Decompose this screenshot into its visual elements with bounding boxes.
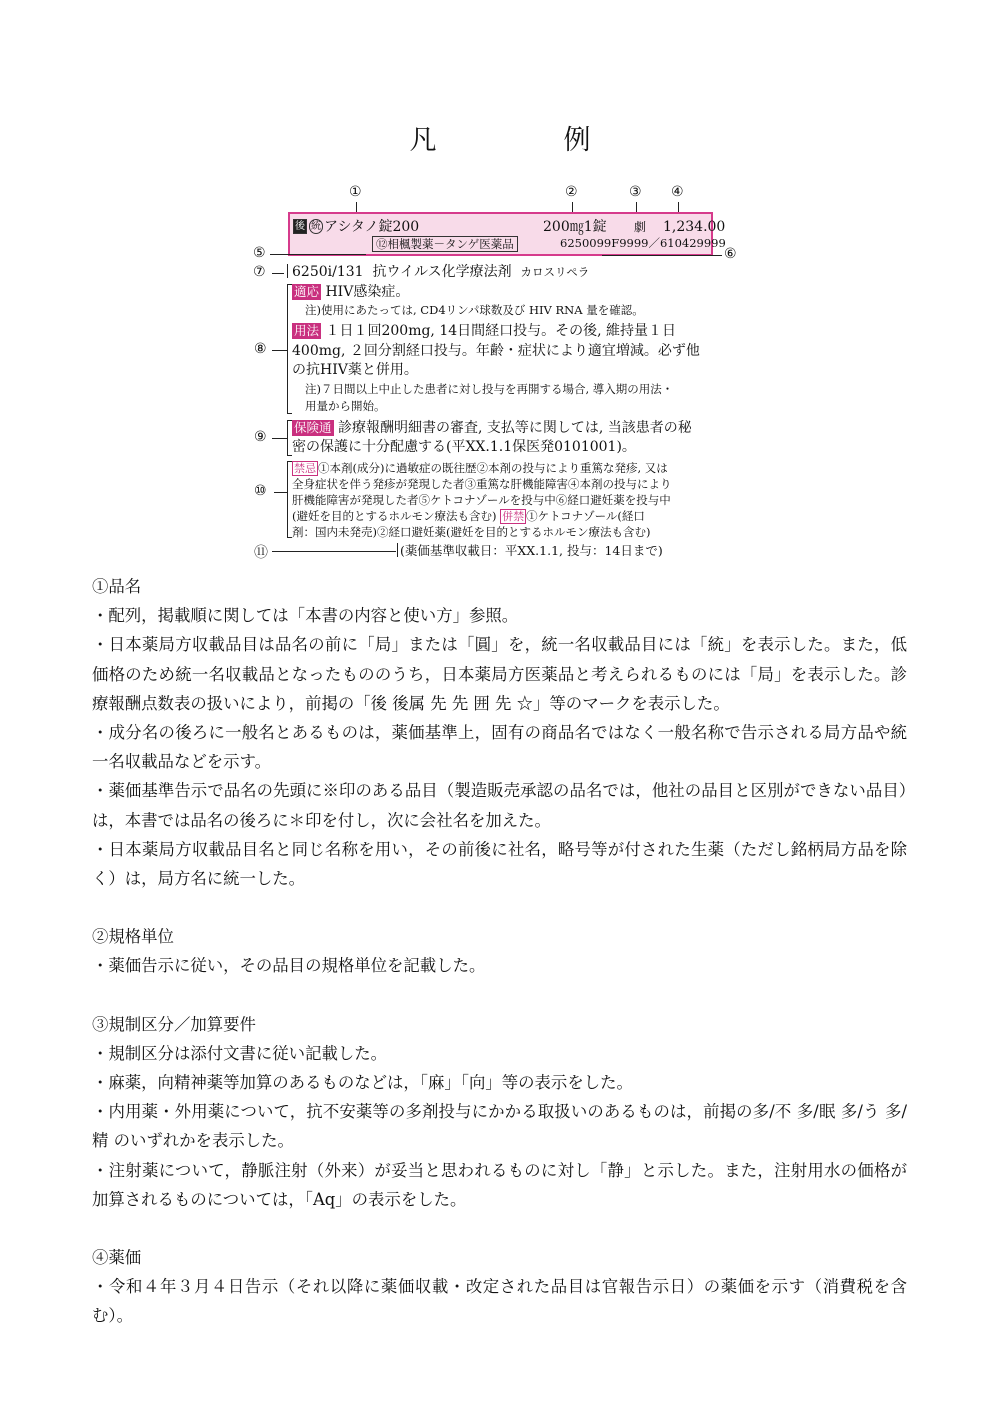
section-3-line-4: ・注射薬について，静脈注射（外来）が妥当と思われるものに対し「静」と示した。また，注射用水の価格が加算されるものについては，「Aq」の表示をした。: [92, 1160, 907, 1209]
section-1-line-1: ・配列，掲載順に関しては「本書の内容と使い方」参照。: [92, 606, 519, 626]
combination-contra-tag: 併禁: [502, 510, 525, 523]
usage-line-1: １日１回200mg, 14日間経口投与。その後, 維持量１日: [325, 323, 677, 339]
usage-line-2: 400mg, ２回分割経口投与。年齢・症状により適宜増減。必ず他: [292, 343, 700, 359]
usage-tag: 用法: [294, 323, 320, 338]
section-3-line-1: ・規制区分は添付文書に従い記載した。: [92, 1043, 388, 1063]
generic-mark-icon: 後: [295, 221, 305, 232]
section-2-heading: ②規格単位: [92, 927, 174, 947]
section-3-line-3: ・内用薬・外用薬について，抗不安薬等の多剤投与にかかる取扱いのあるものは，前掲の多/不 多/眠 多/う 多/精 のいずれかを表示した。: [92, 1102, 907, 1151]
section-3-heading: ③規制区分／加算要件: [92, 1014, 256, 1034]
usage-note-2: 用量から開始。: [305, 399, 386, 413]
usage-line-3: の抗HIV薬と併用。: [292, 362, 418, 378]
section-1-line-2: ・日本薬局方収載品目は品名の前に「局」または「圓」を，統一名収載品目には「統」を表示した。また，低価格のため統一名収載品となったもののうち，日本薬局方医薬品と考えられるものには「局」を表示した。診療報酬点数表の扱いにより，前掲の「後 後属 先 先 囲 先 ☆」等のマークを表示した。: [92, 635, 907, 713]
indication-note: 注)使用にあたっては, CD4リンパ球数及び HIV RNA 量を確認。: [305, 303, 644, 317]
section-2-line-1: ・薬価告示に従い，その品目の規格単位を記載した。: [92, 956, 486, 976]
regulation-class: 劇: [634, 220, 647, 234]
contra-line-3: 肝機能障害が発現した者⑤ケトコナゾールを投与中⑥経口避妊薬を投与中: [292, 493, 671, 507]
product-spec: 200㎎1錠: [543, 219, 607, 235]
usage-note-1: 注)７日間以上中止した患者に対し投与を再開する場合, 導入期の用法・: [305, 382, 674, 396]
classification-row: [292, 263, 589, 282]
section-4-line-1: ・令和４年３月４日告示（それ以降に薬価収載・改定された品目は官報告示日）の薬価を示す（消費税を含む）。: [92, 1277, 907, 1326]
contra-line-4a: (避妊を目的とするホルモン療法も含む): [292, 509, 497, 523]
contra-line-1: ①本剤(成分)に過敏症の既往歴②本剤の投与により重篤な発疹, 又は: [318, 461, 668, 475]
section-1-line-5: ・日本薬局方収載品目名と同じ名称を用い，その前後に社名，略号等が付された生薬（ただし銘柄局方品を除く）は，局方名に統一した。: [92, 839, 907, 889]
section-3-line-2: ・麻薬，向精神薬等加算のあるものなどは，「麻」「向」等の表示をした。: [92, 1073, 633, 1093]
insurance-tag: 保険通: [294, 420, 332, 435]
product-name-row: [292, 218, 419, 237]
insurance-line-2: 密の保護に十分配慮する(平XX.1.1保医発0101001)。: [292, 439, 636, 455]
explanation-body: [92, 572, 907, 1331]
classification-name: 抗ウイルス化学療法剤: [372, 264, 512, 280]
classification-code: 6250i/131: [292, 264, 364, 280]
callout-2: ②: [565, 184, 578, 200]
contra-line-5: 剤：国内未発売)②経口避妊薬(避妊を目的とするホルモン療法も含む): [292, 525, 651, 539]
sample-entry-diagram: [0, 0, 1000, 580]
callout-1: ①: [349, 184, 362, 200]
contra-line-4b: ①ケトコナゾール(経口: [526, 509, 645, 523]
insurance-line-1: 診療報酬明細書の審査, 支払等に関しては, 当該患者の秘: [337, 420, 692, 436]
callout-10: ⑩: [254, 483, 267, 499]
generic-name: カロスリペラ: [520, 265, 590, 279]
indication-tag: 適応: [294, 284, 320, 299]
callout-9: ⑨: [254, 429, 267, 445]
callout-6: ⑥: [724, 246, 737, 262]
section-4-heading: ④薬価: [92, 1248, 142, 1268]
indication-text: HIV感染症。: [325, 284, 410, 300]
product-name: アシタノ錠200: [324, 219, 420, 235]
callout-4: ④: [671, 184, 684, 200]
section-1-line-4: ・薬価基準告示で品名の先頭に※印のある品目（製造販売承認の品名では，他社の品目と区別ができない品目）は，本書では品名の後ろに＊印を付し，次に会社名を加えた。: [92, 781, 907, 830]
contraindication-tag: 禁忌: [294, 462, 316, 475]
contra-line-2: 全身症状を伴う発疹が発現した者③重篤な肝機能障害④本剤の投与により: [292, 477, 672, 491]
callout-11: ⑪: [254, 545, 268, 561]
page-title: 凡 例: [409, 125, 641, 156]
drug-price: 1,234.00: [663, 219, 726, 235]
callout-8: ⑧: [254, 341, 267, 357]
maker-name: ⑫相楓製薬－タンゲ医薬品: [372, 236, 518, 252]
callout-5: ⑤: [253, 245, 266, 261]
section-1-heading: ①品名: [92, 577, 142, 596]
section-1-line-3: ・成分名の後ろに一般名とあるものは，薬価基準上，固有の商品名ではなく一般名称で告示される局方品や統一名収載品などを示す。: [92, 723, 907, 772]
unified-mark-icon: 統: [311, 221, 321, 232]
product-codes: 6250099F9999／610429999: [560, 236, 726, 250]
listing-note: (薬価基準収載日：平XX.1.1, 投与：14日まで): [400, 543, 663, 558]
callout-7: ⑦: [253, 264, 266, 280]
callout-3: ③: [629, 184, 642, 200]
